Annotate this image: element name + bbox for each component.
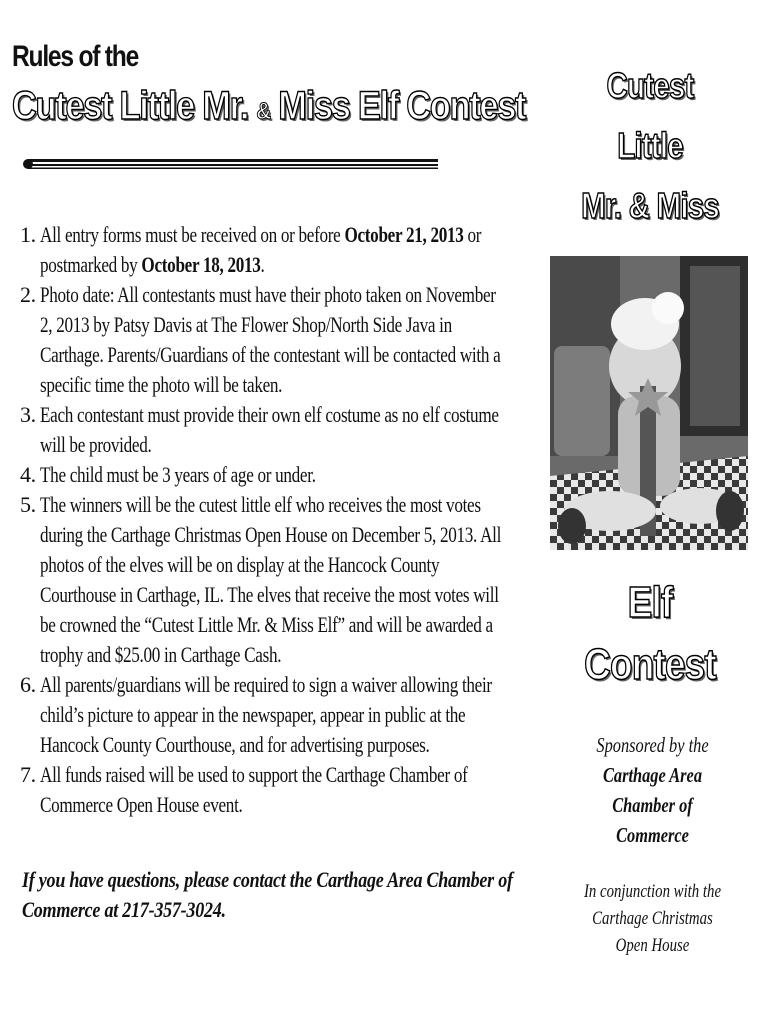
rule-text-segment: . — [260, 252, 265, 277]
rule-text — [40, 400, 508, 460]
rule-text — [40, 760, 508, 820]
rule-text — [40, 280, 508, 400]
side-title-top — [545, 56, 755, 236]
rule-number: 2. — [20, 282, 36, 307]
rule-item — [20, 400, 520, 460]
sponsor-name-line: Commerce — [616, 823, 689, 847]
rule-date-emphasis: October 21, 2013 — [344, 222, 464, 247]
side-title-line: Contest — [584, 640, 716, 689]
sponsor-name — [560, 760, 745, 850]
side-title-line: Mr. & Miss — [581, 185, 719, 226]
rule-item — [20, 280, 520, 400]
rule-item — [20, 760, 520, 820]
baby-elf-photo-illustration — [550, 256, 748, 550]
rule-text-segment: All funds raised will be used to support the Carthage Chamber of Commerce Open House event. — [40, 762, 468, 817]
sponsor-name-line: Chamber of — [612, 793, 693, 817]
contestant-photo — [550, 256, 748, 550]
rule-number: 1. — [20, 222, 36, 247]
conjunction-note — [560, 878, 745, 959]
side-title-line: Cutest — [606, 65, 694, 106]
rule-text-segment: or postmarked by — [40, 222, 482, 277]
heading-rules-of-the: Rules of the — [12, 40, 139, 73]
rule-text-segment: The child must be 3 years of age or under. — [40, 462, 316, 487]
rule-number: 7. — [20, 762, 36, 787]
rule-text-segment: Photo date: All contestants must have their photo taken on November 2, 2013 by Patsy Davis at The Flower Shop/North Side Java in Carthage. Parents/Guardians of the contestant will be contacted with a specific time the photo will be taken. — [40, 282, 501, 397]
rule-text — [40, 460, 508, 490]
sponsor-intro — [560, 730, 745, 760]
rule-item — [20, 670, 520, 760]
rule-number: 5. — [20, 492, 36, 517]
rule-number: 3. — [20, 402, 36, 427]
title-ampersand: & — [256, 98, 270, 125]
side-title-bottom — [545, 572, 755, 696]
rule-text-segment: The winners will be the cutest little elf who receives the most votes during the Carthage Christmas Open House on December 5, 2013. All photos of the elves will be on display at the Hancock County Courthouse in Carthage, IL. The elves that receive the most votes will be crowned the “Cutest Little Mr. & Miss Elf” and will be awarded a trophy and $25.00 in Carthage Cash. — [40, 492, 502, 667]
rule-item — [20, 490, 520, 670]
conjunction-line: In conjunction with the — [583, 881, 722, 902]
rule-date-emphasis: October 18, 2013 — [141, 252, 261, 277]
contact-note: If you have questions, please contact the Carthage Area Chamber of Commerce at 217-357-3024. — [22, 867, 513, 922]
rule-text-segment: All parents/guardians will be required to sign a waiver allowing their child’s picture to appear in the newspaper, appear in public at the Hancock County Courthouse, and for advertising purposes. — [40, 672, 492, 757]
rules-list — [20, 220, 520, 820]
rule-text-segment: All entry forms must be received on or before — [40, 222, 345, 247]
decorative-divider — [22, 158, 440, 170]
title-part-a: Cutest Little Mr. — [12, 84, 257, 128]
rule-text — [40, 490, 508, 670]
page-title — [12, 84, 525, 129]
rule-item — [20, 220, 520, 280]
rule-number: 6. — [20, 672, 36, 697]
conjunction-line: Carthage Christmas — [592, 908, 713, 929]
sponsor-name-line: Carthage Area — [602, 763, 703, 787]
rule-item — [20, 460, 520, 490]
title-part-b: Miss Elf Contest — [269, 84, 526, 128]
rule-text-segment: Each contestant must provide their own elf costume as no elf costume will be provided. — [40, 402, 499, 457]
side-title-line: Elf — [627, 578, 673, 627]
rule-number: 4. — [20, 462, 36, 487]
side-title-line: Little — [617, 125, 683, 166]
rule-text — [40, 220, 508, 280]
sponsor-intro-text: Sponsored by the — [596, 733, 709, 757]
rule-text — [40, 670, 508, 760]
conjunction-line: Open House — [615, 935, 690, 956]
